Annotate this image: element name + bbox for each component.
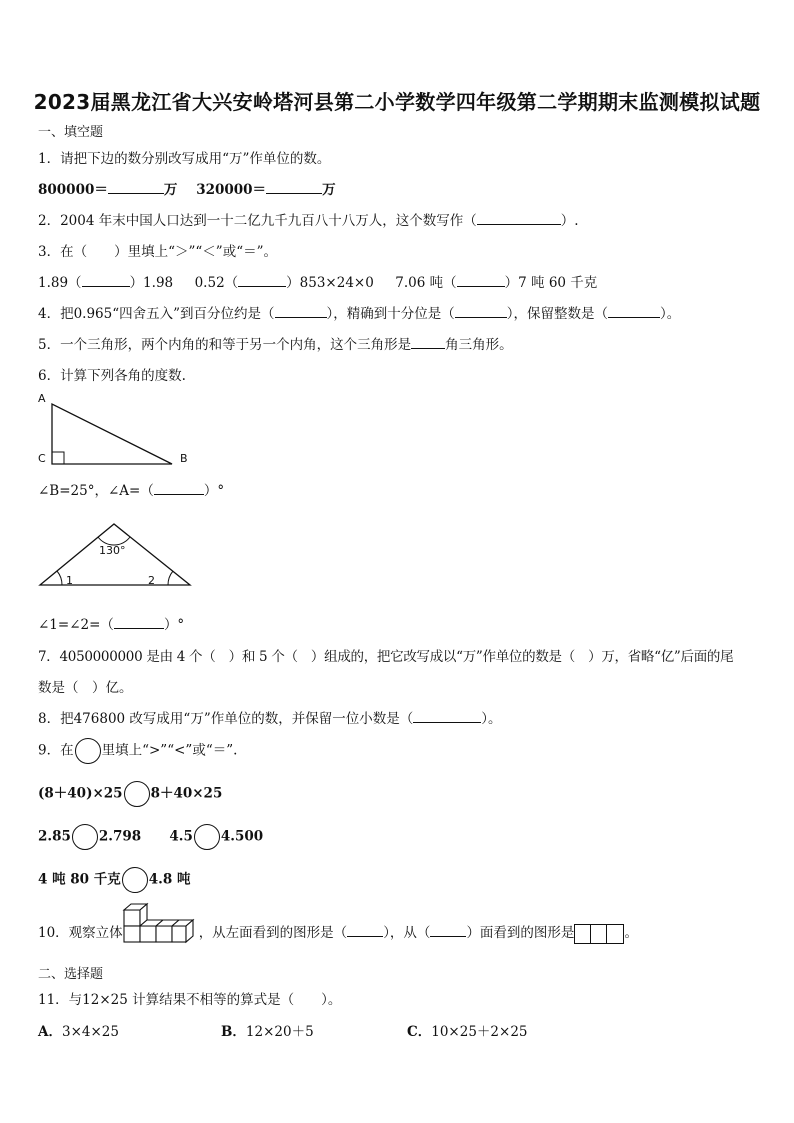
question-9-row-1: (8＋40)×25 8＋40×25 bbox=[38, 781, 222, 807]
question-4: 4．把0.965“四舍五入”到百分位约是（ ），精确到十分位是（ ），保留整数是（ ）。 bbox=[38, 306, 681, 322]
question-6-part-2: ∠1=∠2=（ ）° bbox=[38, 617, 185, 633]
question-2: 2．2004 年末中国人口达到一十二亿九千九百八十八万人，这个数写作（ ）. bbox=[38, 213, 579, 229]
page-title: 2023届黑龙江省大兴安岭塔河县第二小学数学四年级第二学期期末监测模拟试题 bbox=[33, 90, 761, 114]
question-6: 6．计算下列各角的度数. bbox=[38, 368, 186, 384]
vertex-label-b: B bbox=[180, 452, 188, 465]
question-5: 5．一个三角形，两个内角的和等于另一个内角，这个三角形是 角三角形。 bbox=[38, 337, 513, 353]
question-8: 8．把476800 改写成用“万”作单位的数，并保留一位小数是（ ）。 bbox=[38, 711, 502, 727]
question-6-part-1: ∠B=25°，∠A=（ ）° bbox=[38, 483, 225, 499]
question-11-option-c[interactable]: C．10×25＋2×25 bbox=[407, 1024, 528, 1040]
vertex-label-c: C bbox=[38, 452, 46, 465]
question-11: 11．与12×25 计算结果不相等的算式是（ ）。 bbox=[38, 992, 342, 1008]
question-1: 1．请把下边的数分别改写成用“万”作单位的数。 bbox=[38, 151, 331, 167]
angle-label-130: 130° bbox=[99, 544, 126, 557]
question-11-option-a[interactable]: A．3×4×25 bbox=[38, 1024, 119, 1040]
question-10: 10．观察立体 ，从左面看到的图形是（ ），从（ ）面看到的图形是 。 bbox=[38, 921, 638, 944]
question-9-row-2: 2.85 2.798 4.5 4.500 bbox=[38, 824, 263, 850]
question-3: 3．在（ ）里填上“＞”“＜”或“＝”。 bbox=[38, 244, 277, 260]
q1-expr-2: 320000＝ bbox=[196, 182, 267, 198]
question-11-option-b[interactable]: B．12×20＋5 bbox=[221, 1024, 314, 1040]
vertex-label-a: A bbox=[38, 392, 46, 405]
angle-label-1: 1 bbox=[66, 574, 73, 587]
question-1-answers: 800000＝ 万 320000＝ 万 bbox=[38, 182, 336, 198]
question-7-line-1: 7．4050000000 是由 4 个（ ）和 5 个（ ）组成的，把它改写成以“万”作单位的数是（ ）万，省略“亿”后面的尾 bbox=[38, 649, 734, 665]
section-heading-fill-in: 一、填空题 bbox=[38, 125, 104, 140]
question-9-row-3: 4 吨 80 千克 4.8 吨 bbox=[38, 867, 190, 893]
question-3-items: 1.89（ ）1.98 0.52（ ）853×24×0 7.06 吨（ ）7 吨 60 千克 bbox=[38, 275, 598, 291]
section-heading-multiple-choice: 二、选择题 bbox=[38, 967, 104, 982]
angle-label-2: 2 bbox=[148, 574, 155, 587]
q1-expr-1: 800000＝ bbox=[38, 182, 108, 198]
question-7-line-2: 数是（ ）亿。 bbox=[38, 680, 133, 696]
question-9: 9．在 里填上“>”“<”或“＝”. bbox=[38, 738, 237, 764]
